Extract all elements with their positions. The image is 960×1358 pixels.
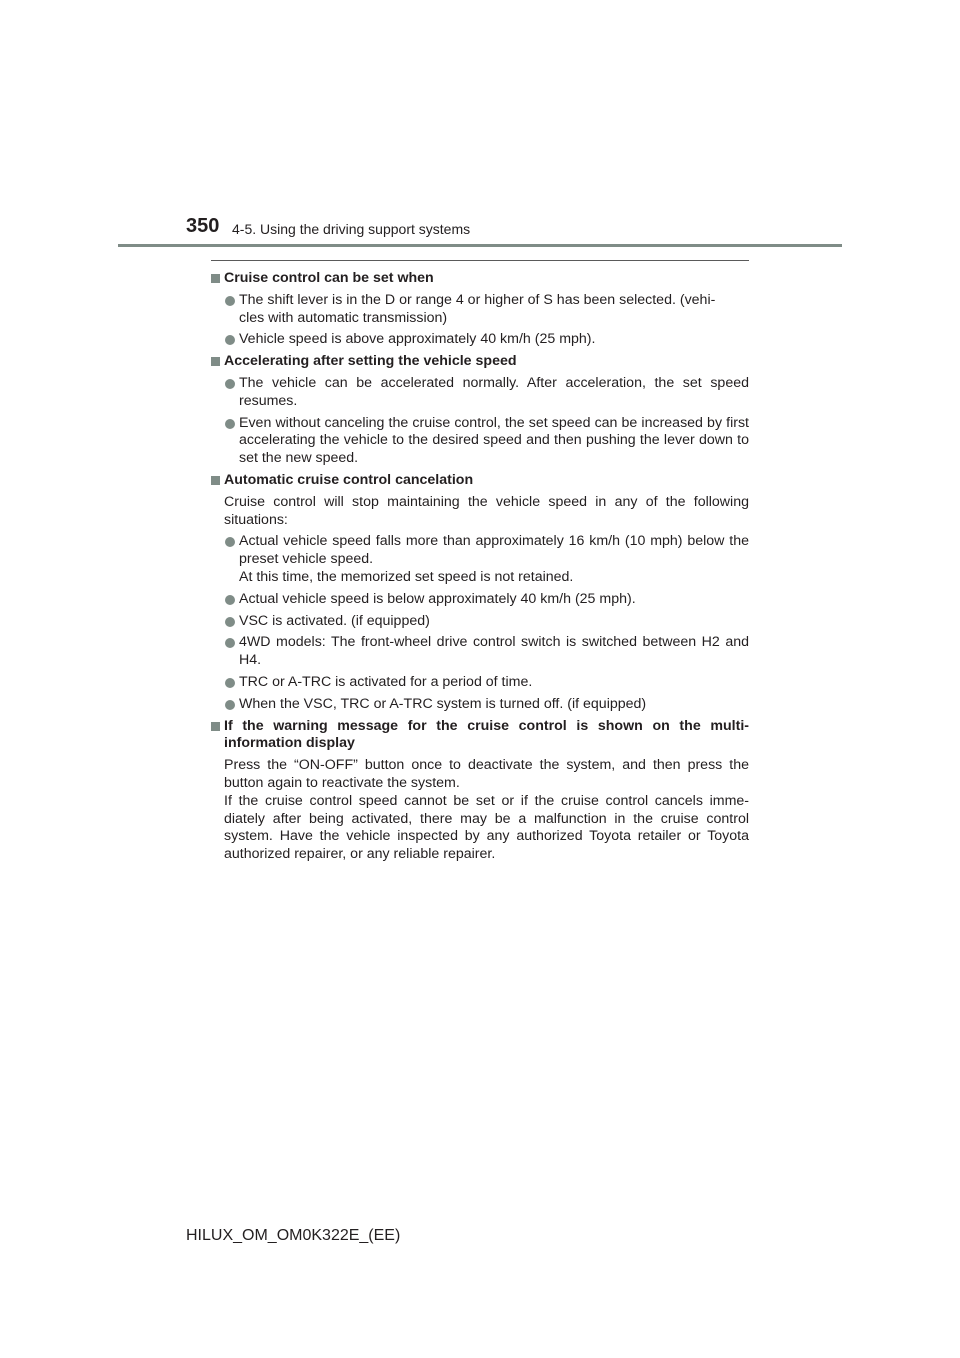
- section-paragraph: Press the “ON-OFF” button once to deactivate the system, and then press the button again to reactivate the system. If the cruise control speed cannot be set or if the cruise control cancels imme-diately after being activated, there may be a malfunction in the cruise control system. Have the vehicle inspected by any authorized Toyota retailer or Toyota authorized repairer, or any reliable repairer.: [224, 757, 749, 863]
- header-rule: [118, 244, 842, 247]
- list-item-text: Actual vehicle speed is below approximately 40 km/h (25 mph).: [239, 590, 636, 607]
- round-bullet-icon: [225, 296, 235, 306]
- square-bullet-icon: [211, 722, 220, 731]
- round-bullet-icon: [225, 700, 235, 710]
- round-bullet-icon: [225, 537, 235, 547]
- section-title: 4-5. Using the driving support systems: [232, 221, 471, 237]
- square-bullet-icon: [211, 357, 220, 366]
- round-bullet-icon: [225, 419, 235, 429]
- section-heading-text: Automatic cruise control cancelation: [224, 471, 474, 488]
- page-number: 350: [186, 215, 220, 237]
- round-bullet-icon: [225, 678, 235, 688]
- list-item: [211, 613, 749, 631]
- round-bullet-icon: [225, 379, 235, 389]
- section-heading-text: Cruise control can be set when: [224, 270, 434, 286]
- round-bullet-icon: [225, 595, 235, 605]
- list-item-text: The shift lever is in the D or range 4 or higher of S has been selected. (vehi- cles with automatic transmission): [239, 291, 716, 326]
- list-item-text: Even without canceling the cruise control, the set speed can be increased by first accelerating the vehicle to the desired speed and then pushing the lever down to set the new speed.: [239, 414, 749, 467]
- section-heading-text: If the warning message for the cruise control is shown on the multi-information display: [224, 717, 749, 752]
- section-heading: [211, 472, 749, 490]
- footer-doc-code: HILUX_OM_OM0K322E_(EE): [186, 1227, 401, 1244]
- list-item-text: Actual vehicle speed falls more than approximately 16 km/h (10 mph) below the preset vehicle speed. At this time, the memorized set speed is not retained.: [239, 533, 749, 585]
- content: [211, 266, 749, 864]
- list-item: [211, 634, 749, 670]
- list-item: [211, 375, 749, 411]
- round-bullet-icon: [225, 335, 235, 345]
- section-heading-text: Accelerating after setting the vehicle speed: [224, 353, 517, 370]
- section-auto-cancel: [211, 472, 749, 714]
- section-heading: [211, 353, 749, 371]
- list-item: [211, 674, 749, 692]
- list-item: [211, 591, 749, 609]
- list-item: [211, 533, 749, 586]
- section-heading: [211, 270, 749, 288]
- list-item-text: VSC is activated. (if equipped): [239, 612, 430, 629]
- list-item-text: Vehicle speed is above approximately 40 km/h (25 mph).: [239, 331, 596, 348]
- list-item-text: 4WD models: The front-wheel drive control switch is switched between H2 and H4.: [239, 634, 749, 669]
- content-rule: [211, 260, 749, 261]
- section-paragraph: Cruise control will stop maintaining the vehicle speed in any of the following situations:: [224, 493, 749, 528]
- round-bullet-icon: [225, 638, 235, 648]
- section-accelerating: [211, 353, 749, 468]
- list-item: [211, 292, 749, 328]
- list-item-text: The vehicle can be accelerated normally. After acceleration, the set speed resumes.: [239, 374, 749, 409]
- list-item: [211, 331, 749, 349]
- section-cruise-set: [211, 270, 749, 349]
- section-warning-message: [211, 718, 749, 864]
- list-item-text: When the VSC, TRC or A-TRC system is turned off. (if equipped): [239, 695, 647, 712]
- round-bullet-icon: [225, 617, 235, 627]
- square-bullet-icon: [211, 274, 220, 283]
- section-heading: [211, 718, 749, 754]
- list-item: [211, 696, 749, 714]
- list-item-text: TRC or A-TRC is activated for a period of time.: [239, 673, 533, 690]
- square-bullet-icon: [211, 476, 220, 485]
- list-item: [211, 415, 749, 468]
